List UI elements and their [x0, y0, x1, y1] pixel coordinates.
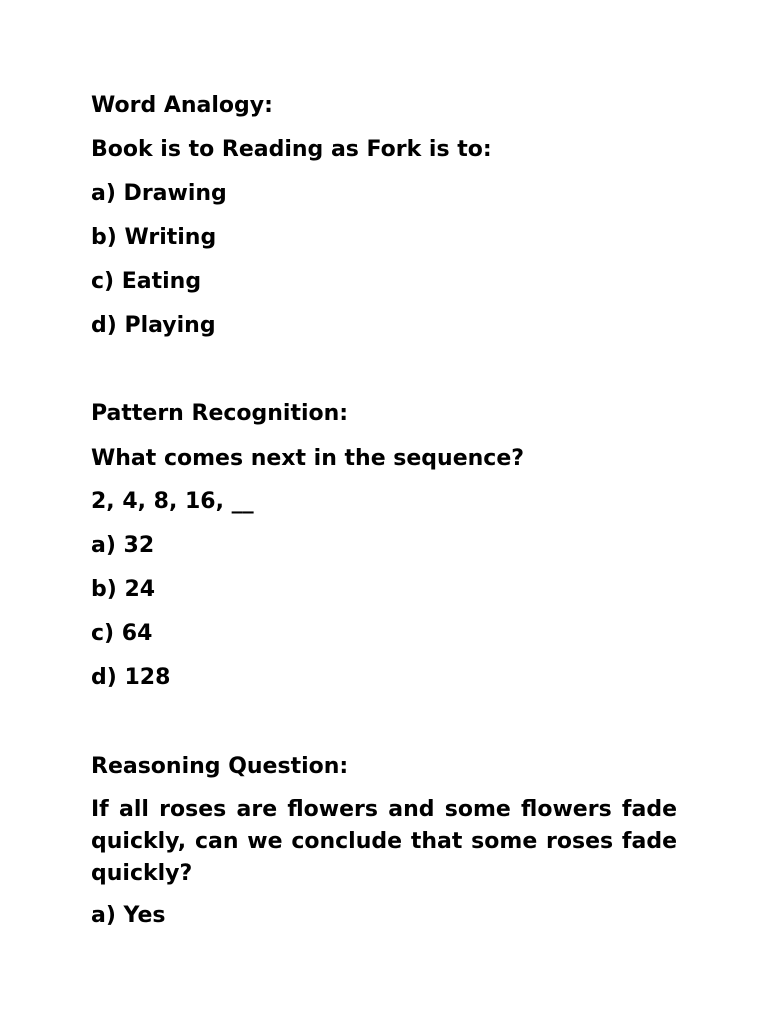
section-heading-word-analogy: Word Analogy: — [91, 93, 273, 118]
option-a: a) 32 — [91, 533, 155, 558]
question-text: Book is to Reading as Fork is to: — [91, 137, 492, 162]
option-c: c) 64 — [91, 621, 153, 646]
question-paragraph: If all roses are flowers and some flowers fade quickly, can we conclude that some roses fade quickly? — [91, 797, 677, 886]
option-a: a) Drawing — [91, 181, 227, 206]
section-heading-reasoning-question: Reasoning Question: — [91, 754, 349, 779]
option-b: b) 24 — [91, 577, 156, 602]
option-c: c) Eating — [91, 269, 202, 294]
option-b: b) Writing — [91, 225, 217, 250]
option-a: a) Yes — [91, 903, 166, 928]
option-d: d) Playing — [91, 313, 216, 338]
question-text: What comes next in the sequence? — [91, 446, 525, 471]
section-heading-pattern-recognition: Pattern Recognition: — [91, 401, 349, 426]
option-d: d) 128 — [91, 665, 171, 690]
sequence-text: 2, 4, 8, 16, __ — [91, 489, 254, 514]
